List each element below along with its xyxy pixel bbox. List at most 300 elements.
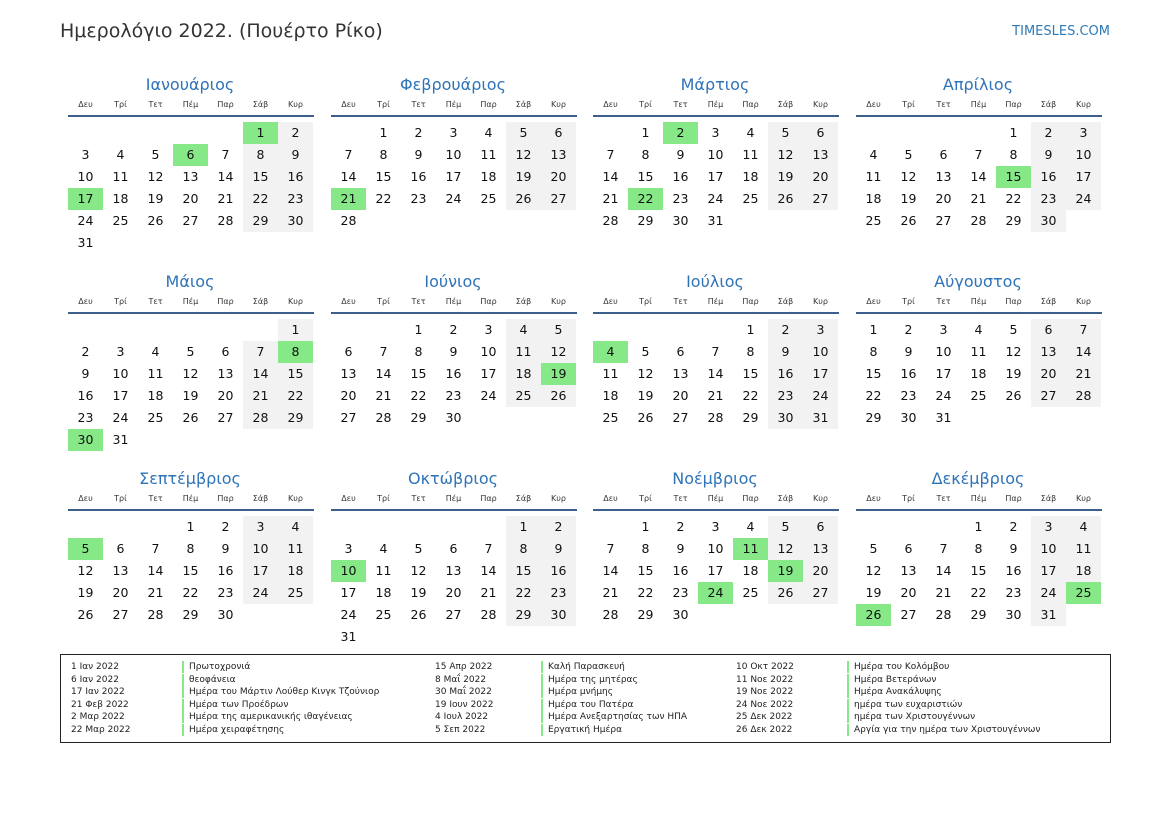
holiday-day-cell: 21 [331,188,366,210]
day-cell: 6 [1031,319,1066,341]
day-cell: 29 [1005,213,1022,228]
holiday-day-cell: 4 [593,341,628,363]
day-cell: 16 [1005,563,1022,578]
legend-holiday-name: Ημέρα Ανεξαρτησίας των ΗΠΑ [541,711,687,723]
weekday-label: Κυρ [288,494,303,503]
day-cell: 23 [410,191,427,206]
weekday-label: Τρί [639,100,652,109]
day-cell: 15 [506,560,541,582]
day-cell: 14 [375,366,392,381]
day-cell: 21 [935,585,952,600]
day-cell: 15 [278,363,313,385]
legend-holiday-name: Εργατική Ημέρα [541,724,622,736]
weekday-label: Τετ [411,100,426,109]
month-divider [68,509,314,511]
day-cell: 26 [768,188,803,210]
day-cell: 4 [974,322,983,337]
weekday-label: Σάβ [515,297,532,306]
holiday-day-cell: 8 [278,341,313,363]
month-title: Αύγουστος [934,272,1022,291]
day-cell: 12 [637,366,654,381]
day-cell: 15 [182,563,199,578]
day-cell: 29 [506,604,541,626]
day-cell: 7 [221,147,230,162]
holiday-day-cell: 2 [663,122,698,144]
day-cell: 22 [865,388,882,403]
day-cell: 7 [379,344,388,359]
day-cell: 2 [541,516,576,538]
day-cell: 15 [742,366,759,381]
day-cell: 10 [803,341,838,363]
holiday-legend [60,654,1111,743]
holiday-day-cell: 10 [331,560,366,582]
day-cell: 6 [803,122,838,144]
day-cell: 27 [541,188,576,210]
day-cell: 26 [410,607,427,622]
weekday-label: Δευ [866,494,881,503]
holiday-day-cell: 1 [243,122,278,144]
day-cell: 24 [707,191,724,206]
day-cell: 20 [217,388,234,403]
day-cell: 19 [182,388,199,403]
day-cell: 25 [602,410,619,425]
day-cell: 18 [112,191,129,206]
day-cell: 16 [1031,166,1066,188]
weekday-label: Τρί [902,100,915,109]
day-cell: 23 [672,191,689,206]
day-cell: 8 [186,541,195,556]
day-cell: 26 [768,582,803,604]
weekday-label: Τετ [936,494,951,503]
day-cell: 22 [243,188,278,210]
day-cell: 6 [676,344,685,359]
day-cell: 12 [900,169,917,184]
day-cell: 10 [707,541,724,556]
day-cell: 2 [676,519,685,534]
weekday-label: Παρ [480,297,497,306]
day-cell: 5 [414,541,423,556]
weekday-label: Τρί [114,297,127,306]
day-cell: 20 [182,191,199,206]
weekday-label: Πέμ [445,100,462,109]
month-title: Μάιος [165,272,215,291]
day-cell: 17 [445,169,462,184]
legend-date: 15 Απρ 2022 [435,662,493,672]
day-cell: 28 [217,213,234,228]
day-cell: 2 [278,122,313,144]
day-cell: 15 [410,366,427,381]
month-divider [593,312,839,314]
day-cell: 21 [480,585,497,600]
weekday-label: Τρί [377,494,390,503]
weekday-label: Τρί [114,100,127,109]
day-cell: 23 [1031,188,1066,210]
month-title: Ιανουάριος [145,75,235,94]
month-title: Σεπτέμβριος [139,469,241,488]
day-cell: 25 [375,607,392,622]
month-divider [331,115,577,117]
day-cell: 14 [217,169,234,184]
day-cell: 29 [742,410,759,425]
day-cell: 23 [541,582,576,604]
month-title: Μάρτιος [680,75,750,94]
day-cell: 20 [445,585,462,600]
day-cell: 18 [602,388,619,403]
day-cell: 3 [711,519,720,534]
day-cell: 8 [243,144,278,166]
page-title: Ημερολόγιο 2022. (Πουέρτο Ρίκο) [60,20,383,42]
day-cell: 31 [935,410,952,425]
day-cell: 15 [865,366,882,381]
day-cell: 24 [803,385,838,407]
weekday-label: Δευ [78,297,93,306]
day-cell: 18 [742,563,759,578]
day-cell: 29 [637,213,654,228]
day-cell: 9 [768,341,803,363]
day-cell: 23 [672,585,689,600]
holiday-day-cell: 6 [173,144,208,166]
day-cell: 15 [637,169,654,184]
month-divider [593,509,839,511]
month-title: Ιούλιος [686,272,744,291]
holiday-day-cell: 24 [698,582,733,604]
day-cell: 31 [112,432,129,447]
weekday-label: Παρ [742,297,759,306]
day-cell: 1 [746,322,755,337]
holiday-day-cell: 11 [733,538,768,560]
weekday-label: Σάβ [777,297,794,306]
day-cell: 28 [707,410,724,425]
day-cell: 3 [344,541,353,556]
day-cell: 7 [151,541,160,556]
day-cell: 18 [506,363,541,385]
day-cell: 24 [112,410,129,425]
day-cell: 16 [278,166,313,188]
day-cell: 1 [641,519,650,534]
weekday-label: Παρ [1005,297,1022,306]
day-cell: 14 [243,363,278,385]
day-cell: 12 [77,563,94,578]
day-cell: 23 [900,388,917,403]
legend-date: 2 Μαρ 2022 [71,712,125,722]
legend-holiday-name: Ημέρα του Μάρτιν Λούθερ Κινγκ Τζούνιορ [182,686,379,698]
day-cell: 3 [711,125,720,140]
day-cell: 23 [445,388,462,403]
day-cell: 14 [480,563,497,578]
day-cell: 14 [147,563,164,578]
day-cell: 14 [1066,341,1101,363]
legend-holiday-name: Ημέρα μνήμης [541,686,613,698]
day-cell: 12 [147,169,164,184]
legend-holiday-name: Ημέρα της αμερικανικής ιθαγένειας [182,711,353,723]
month-title: Φεβρουάριος [400,75,506,94]
day-cell: 3 [1031,516,1066,538]
day-cell: 12 [768,538,803,560]
legend-holiday-name: ημέρα των ευχαριστιών [847,699,962,711]
month-divider [68,115,314,117]
holiday-day-cell: 19 [768,560,803,582]
day-cell: 24 [340,607,357,622]
day-cell: 11 [970,344,987,359]
day-cell: 15 [637,563,654,578]
day-cell: 7 [344,147,353,162]
day-cell: 5 [768,122,803,144]
day-cell: 2 [81,344,90,359]
weekday-label: Κυρ [551,297,566,306]
day-cell: 8 [641,541,650,556]
day-cell: 31 [77,235,94,250]
day-cell: 6 [221,344,230,359]
weekday-label: Δευ [78,100,93,109]
day-cell: 25 [147,410,164,425]
day-cell: 14 [602,169,619,184]
day-cell: 28 [970,213,987,228]
day-cell: 18 [480,169,497,184]
weekday-label: Τετ [148,100,163,109]
day-cell: 31 [707,213,724,228]
day-cell: 3 [449,125,458,140]
day-cell: 10 [1031,538,1066,560]
day-cell: 3 [81,147,90,162]
day-cell: 1 [414,322,423,337]
day-cell: 17 [243,560,278,582]
day-cell: 27 [182,213,199,228]
day-cell: 3 [484,322,493,337]
legend-date: 26 Δεκ 2022 [736,724,793,735]
day-cell: 9 [81,366,90,381]
day-cell: 4 [1066,516,1101,538]
day-cell: 16 [445,366,462,381]
weekday-label: Σάβ [1040,297,1057,306]
weekday-label: Τετ [936,297,951,306]
day-cell: 25 [480,191,497,206]
day-cell: 11 [506,341,541,363]
day-cell: 12 [506,144,541,166]
day-cell: 19 [637,388,654,403]
weekday-label: Σάβ [252,297,269,306]
day-cell: 13 [112,563,129,578]
day-cell: 6 [803,516,838,538]
weekday-label: Σάβ [777,494,794,503]
day-cell: 4 [151,344,160,359]
weekday-label: Κυρ [551,494,566,503]
legend-date: 19 Νοε 2022 [736,687,794,697]
day-cell: 7 [484,541,493,556]
day-cell: 6 [939,147,948,162]
day-cell: 18 [1066,560,1101,582]
holiday-day-cell: 19 [541,363,576,385]
weekday-label: Παρ [1005,494,1022,503]
day-cell: 17 [803,363,838,385]
day-cell: 24 [935,388,952,403]
day-cell: 15 [243,166,278,188]
day-cell: 20 [112,585,129,600]
day-cell: 19 [410,585,427,600]
month-divider [593,115,839,117]
day-cell: 24 [445,191,462,206]
weekday-label: Δευ [603,297,618,306]
day-cell: 21 [217,191,234,206]
day-cell: 4 [869,147,878,162]
month-divider [331,509,577,511]
day-cell: 11 [865,169,882,184]
day-cell: 9 [1009,541,1018,556]
day-cell: 13 [182,169,199,184]
day-cell: 7 [243,341,278,363]
day-cell: 23 [768,385,803,407]
weekday-label: Πέμ [970,297,987,306]
day-cell: 15 [970,563,987,578]
weekday-label: Τρί [902,494,915,503]
day-cell: 26 [900,213,917,228]
day-cell: 1 [186,519,195,534]
day-cell: 1 [506,516,541,538]
day-cell: 6 [344,344,353,359]
day-cell: 12 [865,563,882,578]
weekday-label: Τετ [411,494,426,503]
legend-date: 1 Ιαν 2022 [71,662,119,672]
day-cell: 2 [449,322,458,337]
day-cell: 3 [116,344,125,359]
day-cell: 21 [1066,363,1101,385]
legend-holiday-name: θεοφάνεια [182,674,236,686]
weekday-label: Δευ [866,297,881,306]
weekday-label: Σάβ [515,100,532,109]
day-cell: 7 [939,541,948,556]
day-cell: 18 [742,169,759,184]
day-cell: 2 [768,319,803,341]
day-cell: 20 [803,166,838,188]
weekday-label: Τρί [377,297,390,306]
day-cell: 23 [1005,585,1022,600]
day-cell: 13 [900,563,917,578]
day-cell: 20 [900,585,917,600]
day-cell: 7 [974,147,983,162]
weekday-label: Πέμ [970,494,987,503]
day-cell: 4 [746,125,755,140]
day-cell: 22 [742,388,759,403]
weekday-label: Τρί [114,494,127,503]
legend-holiday-name: Ημέρα Βετεράνων [847,674,936,686]
weekday-label: Πέμ [707,494,724,503]
legend-date: 10 Οκτ 2022 [736,662,794,672]
weekday-label: Πέμ [182,494,199,503]
day-cell: 8 [1009,147,1018,162]
day-cell: 23 [278,188,313,210]
day-cell: 28 [935,607,952,622]
day-cell: 20 [1031,363,1066,385]
weekday-label: Παρ [217,494,234,503]
legend-date: 5 Σεπ 2022 [435,724,486,735]
day-cell: 9 [414,147,423,162]
day-cell: 9 [221,541,230,556]
month-divider [856,509,1102,511]
day-cell: 11 [147,366,164,381]
day-cell: 30 [672,213,689,228]
day-cell: 27 [803,582,838,604]
day-cell: 18 [375,585,392,600]
day-cell: 16 [217,563,234,578]
weekday-label: Σάβ [1040,100,1057,109]
day-cell: 8 [379,147,388,162]
day-cell: 22 [278,385,313,407]
holiday-day-cell: 25 [1066,582,1101,604]
day-cell: 7 [1066,319,1101,341]
day-cell: 21 [375,388,392,403]
month-divider [856,312,1102,314]
day-cell: 10 [243,538,278,560]
day-cell: 14 [970,169,987,184]
legend-date: 4 Ιουλ 2022 [435,712,489,722]
day-cell: 17 [340,585,357,600]
weekday-label: Παρ [1005,100,1022,109]
month-title: Δεκέμβριος [931,469,1025,488]
day-cell: 30 [900,410,917,425]
day-cell: 17 [935,366,952,381]
weekday-label: Σάβ [252,100,269,109]
day-cell: 7 [711,344,720,359]
day-cell: 23 [77,410,94,425]
day-cell: 10 [77,169,94,184]
day-cell: 10 [935,344,952,359]
day-cell: 30 [445,410,462,425]
day-cell: 28 [340,213,357,228]
day-cell: 27 [803,188,838,210]
day-cell: 29 [865,410,882,425]
day-cell: 25 [506,385,541,407]
day-cell: 21 [243,385,278,407]
day-cell: 13 [935,169,952,184]
weekday-label: Παρ [480,100,497,109]
weekday-label: Κυρ [813,297,828,306]
day-cell: 7 [606,147,615,162]
day-cell: 13 [541,144,576,166]
weekday-label: Τρί [902,297,915,306]
day-cell: 30 [217,607,234,622]
legend-date: 17 Ιαν 2022 [71,687,125,697]
day-cell: 31 [803,407,838,429]
weekday-label: Κυρ [551,100,566,109]
month-title: Απρίλιος [942,75,1014,94]
brand-link[interactable]: TIMESLES.COM [1012,24,1110,39]
day-cell: 10 [707,147,724,162]
day-cell: 13 [340,366,357,381]
weekday-label: Κυρ [1076,100,1091,109]
holiday-day-cell: 15 [996,166,1031,188]
day-cell: 24 [77,213,94,228]
day-cell: 16 [541,560,576,582]
day-cell: 8 [974,541,983,556]
day-cell: 16 [768,363,803,385]
weekday-label: Παρ [217,100,234,109]
month-title: Ιούνιος [424,272,482,291]
day-cell: 9 [1031,144,1066,166]
day-cell: 5 [768,516,803,538]
day-cell: 13 [803,538,838,560]
day-cell: 28 [147,607,164,622]
day-cell: 14 [602,563,619,578]
day-cell: 19 [506,166,541,188]
month-divider [331,312,577,314]
day-cell: 5 [869,541,878,556]
day-cell: 16 [410,169,427,184]
legend-holiday-name: Πρωτοχρονιά [182,661,250,673]
day-cell: 9 [278,144,313,166]
day-cell: 10 [445,147,462,162]
weekday-label: Δευ [603,494,618,503]
legend-date: 25 Δεκ 2022 [736,712,793,722]
day-cell: 16 [77,388,94,403]
